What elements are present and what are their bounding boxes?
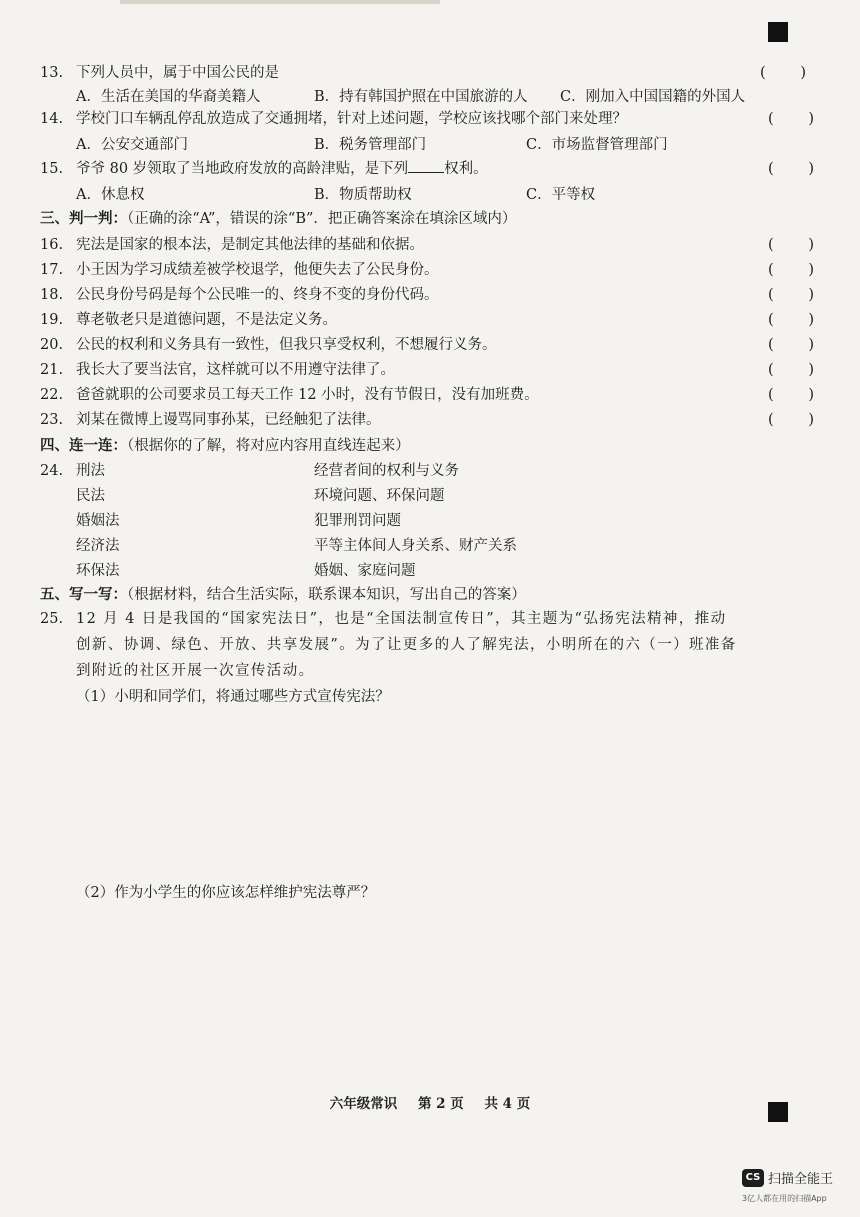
question-number: 17. [40, 262, 64, 278]
question-15-options [76, 184, 820, 206]
question-text: 公民的权利和义务具有一致性，但我只享受权利，不想履行义务。 [76, 337, 497, 353]
option-c: C．刚加入中国国籍的外国人 [560, 89, 746, 105]
question-14-options [76, 134, 820, 156]
match-right-item[interactable]: 经营者间的权利与义务 [314, 463, 459, 479]
question-text: 小王因为学习成绩差被学校退学，他便失去了公民身份。 [76, 262, 439, 278]
answer-paren[interactable]: ( ) [768, 387, 814, 403]
section-instruction: （根据材料，结合生活实际，联系课本知识，写出自己的答案） [127, 587, 526, 603]
option-b: B．持有韩国护照在中国旅游的人 [314, 89, 528, 105]
question-text: 学校门口车辆乱停乱放造成了交通拥堵，针对上述问题，学校应该找哪个部门来处理？ [76, 111, 627, 127]
match-right-item[interactable]: 犯罪刑罚问题 [314, 513, 401, 529]
fill-blank[interactable] [408, 158, 444, 173]
brand-name: 扫描全能王 [768, 1172, 834, 1187]
material-line-2: 创新、协调、绿色、开放、共享发展”。为了让更多的人了解宪法，小明所在的六（一）班准备 [76, 637, 737, 653]
question-text: 宪法是国家的根本法，是制定其他法律的基础和依据。 [76, 237, 424, 253]
judge-item [40, 334, 820, 356]
judge-item [40, 284, 820, 306]
question-number: 20. [40, 337, 64, 353]
question-15 [40, 158, 820, 180]
match-left-item[interactable]: 民法 [76, 488, 105, 504]
question-13 [40, 62, 820, 84]
scan-edge [120, 0, 440, 4]
page-footer [0, 1092, 860, 1112]
answer-paren[interactable]: ( ) [768, 237, 814, 253]
question-number: 24. [40, 463, 64, 479]
section-title: 三、判一判： [40, 210, 127, 227]
registration-mark-top [768, 22, 788, 42]
section-title: 五、写一写： [40, 586, 127, 603]
match-right-item[interactable]: 平等主体间人身关系、财产关系 [314, 538, 517, 554]
option-b: B．税务管理部门 [314, 137, 427, 153]
question-25-material [76, 606, 790, 632]
question-text: 我长大了要当法官，这样就可以不用遵守法律了。 [76, 362, 395, 378]
question-text: 爸爸就职的公司要求员工每天工作 12 小时，没有节假日，没有加班费。 [76, 387, 539, 403]
question-number: 21. [40, 362, 64, 378]
answer-paren[interactable]: ( ) [768, 312, 814, 328]
material-line-1: 12 月 4 日是我国的“国家宪法日”，也是“全国法制宣传日”，其主题为“弘扬宪法精神，推动 [76, 611, 727, 627]
option-c: C．市场监督管理部门 [526, 137, 668, 153]
question-text: 公民身份号码是每个公民唯一的、终身不变的身份代码。 [76, 287, 439, 303]
section-instruction: （根据你的了解，将对应内容用直线连起来） [127, 438, 410, 454]
match-left-item[interactable]: 刑法 [76, 463, 105, 479]
answer-paren[interactable]: ( ) [768, 111, 814, 127]
section-instruction: （正确的涂“A”，错误的涂“B”．把正确答案涂在填涂区域内） [127, 211, 517, 227]
question-number: 14. [40, 111, 64, 127]
option-b: B．物质帮助权 [314, 187, 412, 203]
answer-paren[interactable]: ( ) [768, 262, 814, 278]
question-text-before: 爷爷 80 岁领取了当地政府发放的高龄津贴，是下列 [76, 161, 409, 177]
question-text: 刘某在微博上谩骂同事孙某，已经触犯了法律。 [76, 412, 381, 428]
match-left-item[interactable]: 婚姻法 [76, 513, 120, 529]
question-25-sub2: （2）作为小学生的你应该怎样维护宪法尊严？ [76, 885, 376, 901]
judge-item [40, 384, 820, 406]
answer-paren[interactable]: ( ) [760, 65, 806, 81]
question-25-sub1: （1）小明和同学们，将通过哪些方式宣传宪法？ [76, 689, 390, 705]
option-a: A．生活在美国的华裔美籍人 [76, 89, 261, 105]
camscanner-logo-icon: CS [742, 1169, 764, 1187]
question-25-material-2 [76, 632, 790, 684]
judge-item [40, 309, 820, 331]
question-number: 23. [40, 412, 64, 428]
section-5-heading [40, 584, 820, 606]
footer-subject: 六年级常识 [329, 1096, 398, 1112]
judge-item [40, 359, 820, 381]
option-a: A．公安交通部门 [76, 137, 188, 153]
answer-paren[interactable]: ( ) [768, 287, 814, 303]
material-line-3: 到附近的社区开展一次宣传活动。 [76, 663, 315, 679]
match-right-item[interactable]: 环境问题、环保问题 [314, 488, 445, 504]
answer-paren[interactable]: ( ) [768, 337, 814, 353]
question-number: 13. [40, 65, 64, 81]
footer-page: 第 2 页 [417, 1096, 464, 1112]
question-number: 15. [40, 161, 64, 177]
question-number: 18. [40, 287, 64, 303]
question-13-options [76, 86, 820, 108]
section-title: 四、连一连： [40, 437, 127, 454]
question-number: 19. [40, 312, 64, 328]
answer-paren[interactable]: ( ) [768, 161, 814, 177]
option-c: C．平等权 [526, 187, 596, 203]
match-right-item[interactable]: 婚姻、家庭问题 [314, 563, 416, 579]
answer-paren[interactable]: ( ) [768, 362, 814, 378]
question-number: 22. [40, 387, 64, 403]
question-number: 16. [40, 237, 64, 253]
brand-tagline: 3亿人都在用的扫描App [742, 1194, 827, 1203]
section-3-heading [40, 208, 820, 230]
footer-total: 共 4 页 [484, 1096, 531, 1112]
question-14 [40, 108, 820, 130]
judge-item [40, 234, 820, 256]
section-4-heading [40, 435, 820, 457]
option-a: A．休息权 [76, 187, 145, 203]
question-number: 25. [40, 611, 64, 627]
answer-paren[interactable]: ( ) [768, 412, 814, 428]
question-text: 下列人员中，属于中国公民的是 [76, 65, 279, 81]
scanner-watermark [742, 1168, 833, 1187]
match-left-item[interactable]: 环保法 [76, 563, 120, 579]
match-left-item[interactable]: 经济法 [76, 538, 120, 554]
judge-item [40, 409, 820, 431]
question-text-after: 权利。 [444, 161, 488, 177]
question-text: 尊老敬老只是道德问题，不是法定义务。 [76, 312, 337, 328]
registration-mark-bottom [768, 1102, 788, 1122]
judge-item [40, 259, 820, 281]
